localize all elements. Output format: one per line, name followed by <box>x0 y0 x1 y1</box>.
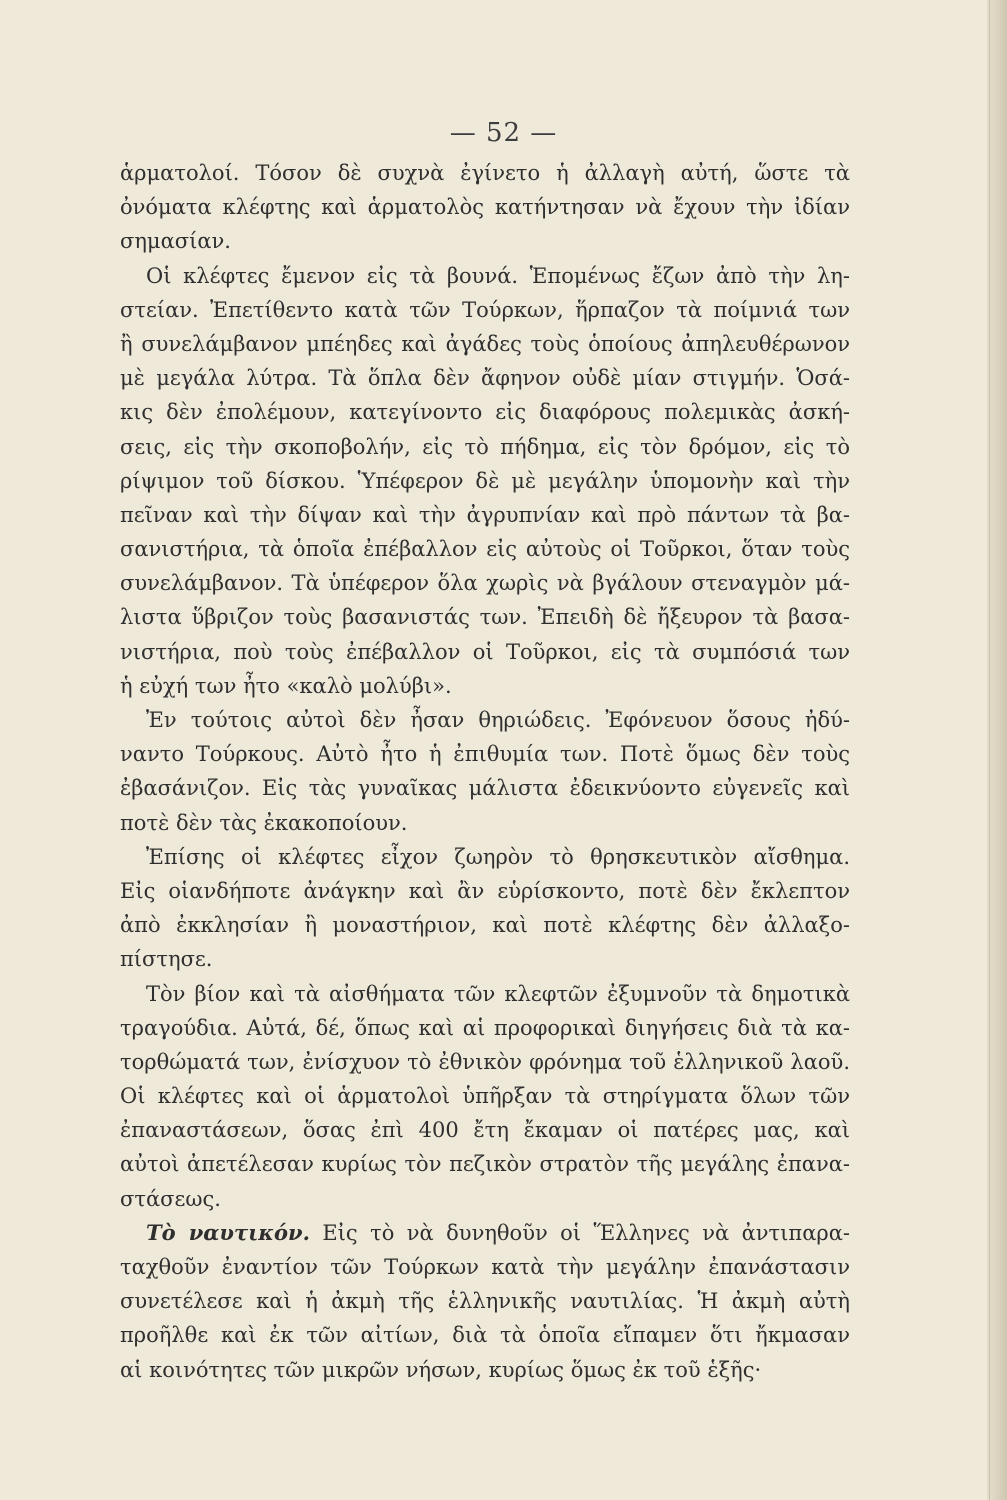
page-number: — 52 — <box>449 118 558 148</box>
text-line: ἐπαναστάσεων, ὅσας ἐπὶ 400 ἔτη ἔκαμαν οἱ πατέρες μας, καὶ <box>120 1118 850 1143</box>
section-heading: Τὸ ναυτικόν. <box>146 1219 310 1245</box>
text-line: σεις, εἰς τὴν σκοποβολήν, εἰς τὸ πήδημα, εἰς τὸν δρόμον, εἰς τὸ <box>120 434 850 459</box>
text-line: Ἐπίσης οἱ κλέφτες εἶχον ζωηρὸν τὸ θρησκευτικὸν αἴσθημα. <box>146 844 850 869</box>
text-line: ἁρματολοί. Τόσον δὲ συχνὰ ἐγίνετο ἡ ἀλλαγὴ αὐτή, ὥστε τὰ <box>120 161 850 185</box>
text-line: συνελάμβανον. Τὰ ὑπέφερον ὅλα χωρὶς νὰ βγάλουν στεναγμὸν μά- <box>120 571 850 596</box>
text-line: προῆλθε καὶ ἐκ τῶν αἰτίων, διὰ τὰ ὁποῖα εἴπαμεν ὅτι ἤκμασαν <box>120 1323 850 1348</box>
text-line: Οἱ κλέφτες ἔμενον εἰς τὰ βουνά. Ἑπομένως ἔζων ἀπὸ τὴν λη- <box>146 263 850 288</box>
text-line-rest: Εἰς τὸ νὰ δυνηθοῦν οἱ Ἕλληνες νὰ ἀντιπαρα- <box>309 1220 850 1245</box>
text-line: κις δὲν ἐπολέμουν, κατεγίνοντο εἰς διαφόρους πολεμικὰς ἀσκή- <box>120 400 850 425</box>
text-line: ἐβασάνιζον. Εἰς τὰς γυναῖκας μάλιστα ἐδεικνύοντο εὐγενεῖς καὶ <box>120 776 850 801</box>
text-line: Τὸν βίον καὶ τὰ αἰσθήματα τῶν κλεφτῶν ἐξυμνοῦν τὰ δημοτικὰ <box>146 981 850 1006</box>
text-line: Εἰς οἱανδήποτε ἀνάγκην καὶ ἂν εὑρίσκοντο, ποτὲ δὲν ἔκλεπτον <box>120 878 850 903</box>
text-line: ταχθοῦν ἐναντίον τῶν Τούρκων κατὰ τὴν μεγάλην ἐπανάστασιν <box>120 1255 850 1279</box>
text-line: ναντο Τούρκους. Αὐτὸ ἦτο ἡ ἐπιθυμία των. Ποτὲ ὅμως δὲν τοὺς <box>120 742 850 767</box>
text-line: σανιστήρια, τὰ ὁποῖα ἐπέβαλλον εἰς αὐτοὺς οἱ Τοῦρκοι, ὅταν τοὺς <box>120 537 850 562</box>
text-line: πίστησε. <box>120 947 213 972</box>
page-edge-line <box>989 0 990 1500</box>
text-line: αἱ κοινότητες τῶν μικρῶν νήσων, κυρίως ὅμως ἐκ τοῦ ἑξῆς· <box>120 1357 762 1382</box>
text-line: πεῖναν καὶ τὴν δίψαν καὶ τὴν ἀγρυπνίαν καὶ πρὸ πάντων τὰ βα- <box>120 502 850 527</box>
text-line: αὐτοὶ ἀπετέλεσαν κυρίως τὸν πεζικὸν στρατὸν τῆς μεγάλης ἐπανα- <box>120 1152 850 1177</box>
text-line: συνετέλεσε καὶ ἡ ἀκμὴ τῆς ἑλληνικῆς ναυτιλίας. Ἡ ἀκμὴ αὐτὴ <box>120 1289 850 1314</box>
text-line: τορθώματά των, ἐνίσχυον τὸ ἐθνικὸν φρόνημα τοῦ ἑλληνικοῦ λαοῦ. <box>120 1049 850 1074</box>
text-line: μὲ μεγάλα λύτρα. Τὰ ὅπλα δὲν ἄφηνον οὐδὲ μίαν στιγμήν. Ὁσά- <box>120 366 850 391</box>
text-line: ἢ συνελάμβανον μπέηδες καὶ ἀγάδες τοὺς ὁποίους ἀπηλευθέρωνον <box>120 331 850 356</box>
text-line: ἡ εὐχή των ἦτο «καλὸ μολύβι». <box>120 673 452 698</box>
text-line: λιστα ὕβριζον τοὺς βασανιστάς των. Ἐπειδὴ δὲ ἤξευρον τὰ βασα- <box>120 605 850 630</box>
text-line: ρίψιμον τοῦ δίσκου. Ὑπέφερον δὲ μὲ μεγάλην ὑπομονὴν καὶ τὴν <box>120 468 850 493</box>
text-line: τραγούδια. Αὐτά, δέ, ὅπως καὶ αἱ προφορικαὶ διηγήσεις διὰ τὰ κα- <box>120 1015 850 1040</box>
text-line <box>120 1216 850 1250</box>
text-line: ἀπὸ ἐκκλησίαν ἢ μοναστήριον, καὶ ποτὲ κλέφτης δὲν ἀλλαξο- <box>120 913 850 938</box>
text-line: ποτὲ δὲν τὰς ἐκακοποίουν. <box>120 810 408 835</box>
text-line: στείαν. Ἐπετίθεντο κατὰ τῶν Τούρκων, ἥρπαζον τὰ ποίμνιά των <box>120 297 850 322</box>
text-line: νιστήρια, ποὺ τοὺς ἐπέβαλλον οἱ Τοῦρκοι, εἰς τὰ συμπόσιά των <box>120 639 850 664</box>
text-line: Οἱ κλέφτες καὶ οἱ ἁρματολοὶ ὑπῆρξαν τὰ στηρίγματα ὅλων τῶν <box>120 1084 850 1109</box>
text-line: Ἐν τούτοις αὐτοὶ δὲν ἦσαν θηριώδεις. Ἐφόνευον ὅσους ἠδύ- <box>146 708 850 732</box>
page-edge <box>987 0 1007 1500</box>
text-line: ὀνόματα κλέφτης καὶ ἁρματολὸς κατήντησαν νὰ ἔχουν τὴν ἰδίαν <box>120 195 850 220</box>
text-line: σημασίαν. <box>120 229 231 254</box>
text-line: στάσεως. <box>120 1186 221 1211</box>
body-text <box>120 156 850 1387</box>
